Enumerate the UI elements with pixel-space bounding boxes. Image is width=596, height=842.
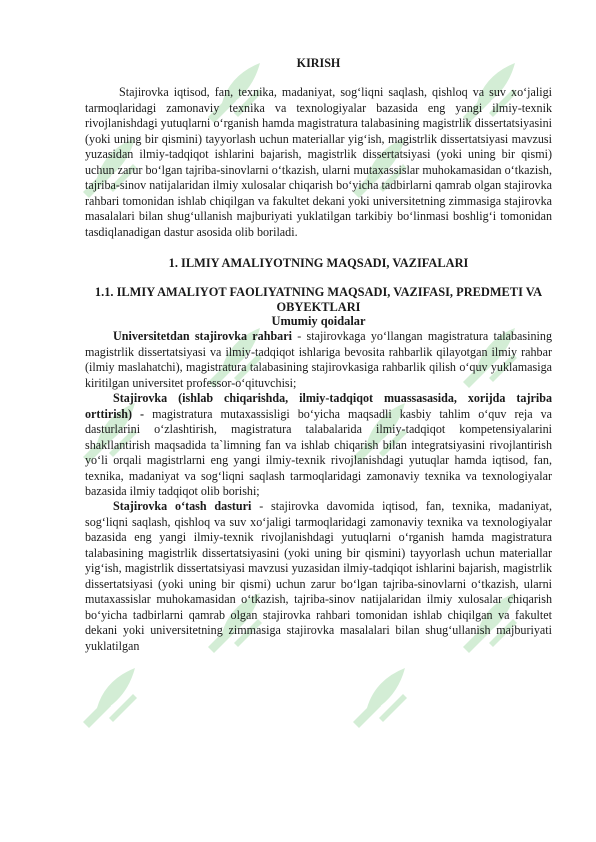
page-title: KIRISH [296, 56, 341, 70]
leaf-logo-icon [345, 660, 415, 730]
leaf-logo-icon [75, 660, 145, 730]
definition-text: - stajirovka davomida iqtisod, fan, texnika, madaniyat, sog‘liqni saqlash, qishloq va suv xo‘jaligi tarmoqlaridagi zamonaviy texnika va texnologiyalar bazasida eng yangi ilmiy-texnik rivojlanishdagi yutuqlarni o‘rganish hamda magistratura talabasining magistrlik dissertatsiyasini (yoki uning bir qismini) tayyorlash uchun materiallar yig‘ish, magistrlik dissertatsiyasi mavzusi yuzasidan ilmiy-tadqiqot ishlarini bajarish, magistrlik dissertatsiyasi (yoki uning bir qismi) uchun zarur bo‘lgan tajriba-sinovlarni o‘tkazish, ularni mutaxassislar muhokamasidan o‘tkazish, tajriba-sinov natijalaridan ilmiy xulosalar chiqarish bo‘yicha tadbirlarni qamrab olgan stajirovka rahbari tomonidan ishlab chiqilgan va fakultet dekani yoki universitetning zimmasiga stajirovka masalalari bilan shug‘ullanish majburiyati yuklatilgan [85, 499, 552, 653]
rules-heading: Umumiy qoidalar [271, 314, 366, 329]
definition-paragraph [85, 329, 552, 391]
subsection-heading: 1.1. ILMIY AMALIYOT FAOLIYATNING MAQSADI, VAZIFASI, PREDMETI VA OBYEKTLARI [94, 285, 543, 314]
section-heading: 1. ILMIY AMALIYOTNING MAQSADI, VAZIFALARI [168, 255, 469, 270]
definition-text: magistratura mutaxassisligi bo‘yicha maqsadli kasbiy tahlim o‘quv reja va dasturlarini o‘zlashtirish, magistratura talabalarida ilmiy-tadqiqot kompetensiyalarini shakllantirish maqsadida ta`limning fan va ishlab chiqarish bilan integratsiyasini rivojlantirish yo‘li orqali magistrlarni eng yangi ilmiy-texnik rivojlanishdagi yutuqlar hamda iqtisod, fan, texnika, madaniyat va sog‘liqni saqlash tarmoqlaridagi zamonaviy texnika va texnologiyalar bazasida ilmiy tadqiqot olib borishi; [85, 406, 552, 498]
definition-term: Universitetdan stajirovka rahbari [113, 329, 292, 344]
document-body [85, 56, 552, 654]
intro-paragraph: Stajirovka iqtisod, fan, texnika, madaniyat, sog‘liqni saqlash, qishloq va suv xo‘jaligi tarmoqlaridagi zamonaviy texnika va texnologiyalar bazasida eng yangi ilmiy-texnik rivojlanishdagi yutuqlarni o‘rganish hamda magistratura talabasining magistrlik dissertatsiyasini (yoki uning bir qismini) tayyorlash uchun materiallar yig‘ish, magistrlik dissertatsiyasi mavzusi yuzasidan ilmiy-tadqiqot ishlarini bajarish, magistrlik dissertatsiyasi (yoki uning bir qismi) uchun zarur bo‘lgan tajriba-sinovlarni o‘tkazish, ularni mutaxassislar muhokamasidan o‘tkazish, tajriba-sinov natijalaridan ilmiy xulosalar chiqarish bo‘yicha tadbirlarni qamrab olgan stajirovka rahbari tomonidan ishlab chiqilgan va fakultet dekani yoki universitetning zimmasiga stajirovka masalalari bilan shug‘ullanish majburiyati yuklatilgan tarkibiy bo‘linmasi boshlig‘i tomonidan tasdiqlanadigan dastur asosida olib boriladi. [85, 85, 552, 239]
definition-term: Stajirovka (ishlab chiqarishda, ilmiy-tadqiqot muassasasida, xorijda tajriba orttirish) - [85, 391, 552, 421]
definition-text: - stajirovkaga yo‘llangan magistratura talabasining magistrlik dissertatsiyasi va ilmiy-tadqiqot ishlariga bevosita rahbarlik qilayotgan ilmiy rahbar (ilmiy maslahatchi), magistratura talabasining stajirovkasiga rahbarlik qilish o‘quv yuklamasiga kiritilgan universitet professor-o‘qituvchisi; [85, 329, 552, 390]
definition-paragraph [85, 391, 552, 499]
definition-paragraph [85, 499, 552, 654]
definition-term: Stajirovka o‘tash dasturi [113, 499, 252, 514]
